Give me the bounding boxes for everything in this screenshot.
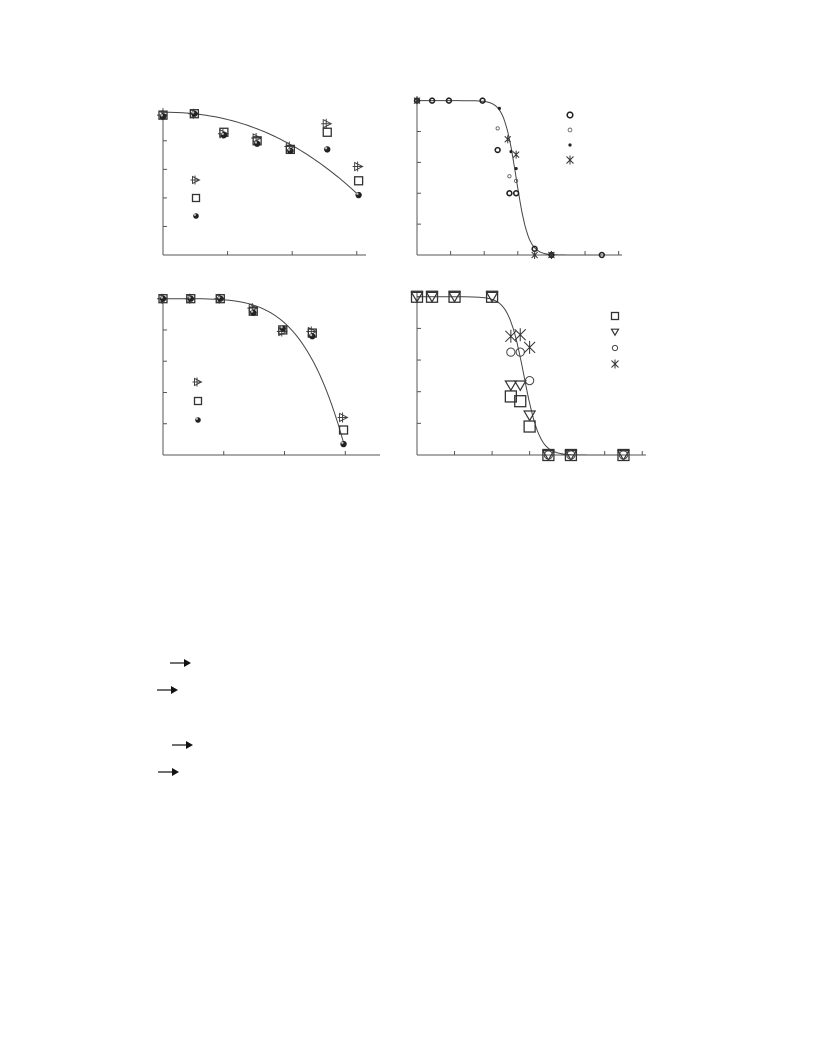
star-marker (515, 328, 526, 341)
triangle-down-marker (505, 381, 516, 390)
bold-circle-marker (480, 98, 485, 103)
chart-1 (157, 108, 366, 255)
legend-entry (612, 313, 619, 320)
square-marker (195, 398, 202, 405)
arrow-icon (158, 765, 180, 777)
fit-curve (417, 297, 624, 455)
square-marker (355, 177, 363, 185)
triangle-cross-marker (338, 412, 348, 422)
legend-entry (612, 329, 619, 335)
legend-entry (568, 143, 571, 146)
fit-curve (163, 299, 344, 443)
ball-marker (188, 295, 194, 301)
ball-marker (250, 310, 256, 316)
bold-circle-marker (495, 148, 500, 153)
square-marker (193, 195, 200, 202)
triangle-down-marker (487, 292, 498, 301)
small-circle-marker (568, 128, 572, 132)
series-3 (507, 348, 628, 459)
series-4 (414, 97, 554, 259)
small-circle-marker (496, 127, 499, 130)
dot-marker (568, 143, 571, 146)
triangle-cross-marker (321, 119, 331, 129)
legend-entry (193, 195, 200, 202)
legend-entry (193, 378, 202, 387)
legend-entry (191, 176, 200, 185)
legend-entry (567, 112, 573, 118)
star-marker (505, 330, 516, 343)
legend-entry (612, 360, 619, 369)
ball-marker (160, 295, 166, 301)
bold-circle-marker (514, 191, 519, 196)
bold-circle-marker (567, 112, 573, 118)
ball-marker (254, 140, 260, 146)
legend-entry (567, 156, 574, 165)
square-marker (612, 313, 619, 320)
circle-marker (525, 376, 533, 384)
ball-marker (191, 111, 197, 117)
chart-3 (157, 294, 380, 455)
series-2 (412, 292, 629, 460)
ball-marker (287, 148, 293, 154)
ball-marker (340, 441, 346, 447)
ball-marker (324, 146, 330, 152)
triangle-cross-marker (191, 176, 200, 185)
arrow-icon (170, 656, 192, 668)
ball-marker (195, 417, 201, 423)
dot-marker (509, 150, 512, 153)
square-marker (323, 128, 331, 136)
triangle-down-marker (515, 381, 526, 390)
bold-circle-marker (507, 191, 512, 196)
circle-marker (612, 345, 617, 350)
triangle-cross-marker (353, 162, 363, 172)
legend-entry (568, 128, 572, 132)
series-1 (412, 291, 629, 460)
ball-marker (355, 192, 361, 198)
square-marker (524, 421, 535, 432)
star-marker (567, 156, 574, 165)
series-2 (496, 127, 518, 183)
legend-entry (612, 345, 617, 350)
legend-entry (195, 398, 202, 405)
legend-entry (193, 213, 199, 219)
ball-marker (221, 132, 227, 138)
small-circle-marker (508, 175, 511, 178)
chart-2 (414, 96, 622, 259)
series-2 (159, 110, 363, 185)
ball-marker (217, 295, 223, 301)
star-marker (513, 151, 519, 159)
bold-circle-marker (532, 246, 537, 251)
dot-marker (515, 167, 518, 170)
series-1 (157, 109, 363, 172)
star-marker (612, 360, 619, 369)
series-4 (505, 328, 535, 354)
ball-marker (309, 333, 315, 339)
legend-entry (195, 417, 201, 423)
star-marker (524, 341, 535, 354)
triangle-cross-marker (193, 378, 202, 387)
ball-marker (193, 213, 199, 219)
dot-marker (498, 107, 501, 110)
arrow-icon (157, 683, 179, 695)
ball-marker (280, 325, 286, 331)
triangle-down-marker (612, 329, 619, 335)
circle-marker (507, 348, 515, 356)
ball-marker (160, 113, 166, 119)
arrow-icon (172, 738, 194, 750)
chart-4 (412, 291, 647, 460)
